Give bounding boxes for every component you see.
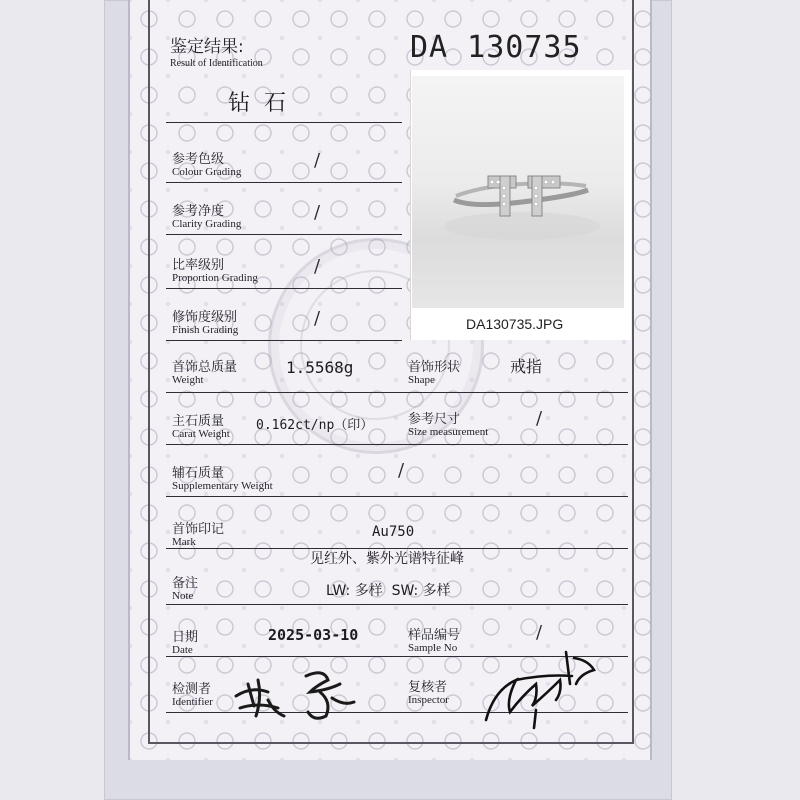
- divider: [166, 122, 402, 123]
- proportion-label-en: Proportion Grading: [172, 272, 258, 284]
- finish-value: /: [314, 308, 321, 329]
- size-value: /: [536, 408, 543, 429]
- clarity-label-zh: 参考净度: [172, 204, 225, 219]
- weight-label-zh: 首饰总质量: [172, 360, 238, 375]
- identifier-label-en: Identifier: [172, 696, 213, 708]
- result-label-en: Result of Identification: [170, 58, 263, 69]
- result-value: 钻 石: [228, 91, 286, 116]
- divider: [166, 444, 628, 445]
- carat-value: 0.162ct/np（印）: [256, 418, 374, 433]
- divider: [166, 496, 628, 497]
- colour-label-en: Colour Grading: [172, 166, 242, 178]
- date-label-en: Date: [172, 644, 193, 656]
- note-line-1: 见红外、紫外光谱特征峰: [310, 551, 464, 567]
- shape-label-en: Shape: [408, 374, 435, 386]
- ring-icon: [412, 76, 624, 308]
- inspector-label-zh: 复核者: [408, 680, 448, 695]
- carat-label-zh: 主石质量: [172, 414, 225, 429]
- clarity-label-en: Clarity Grading: [172, 218, 242, 230]
- weight-label-en: Weight: [172, 374, 204, 386]
- note-label-en: Note: [172, 590, 194, 602]
- certificate-number: DA 130735: [410, 30, 582, 65]
- finish-label-zh: 修饰度级别: [172, 310, 238, 325]
- carat-label-en: Carat Weight: [172, 428, 230, 440]
- shape-value: 戒指: [510, 357, 543, 376]
- divider: [166, 604, 628, 605]
- supplementary-label-zh: 辅石质量: [172, 466, 225, 481]
- supplementary-value: /: [398, 460, 405, 481]
- divider: [166, 392, 628, 393]
- identifier-label-zh: 检测者: [172, 682, 212, 697]
- colour-value: /: [314, 150, 321, 171]
- divider: [166, 288, 402, 289]
- result-label-zh: 鉴定结果:: [170, 37, 244, 57]
- colour-label-zh: 参考色级: [172, 152, 225, 167]
- divider: [166, 182, 402, 183]
- sample-value: /: [536, 622, 543, 643]
- note-label-zh: 备注: [172, 576, 199, 591]
- shape-label-zh: 首饰形状: [408, 360, 461, 375]
- clarity-value: /: [314, 202, 321, 223]
- identifier-signature: [228, 662, 378, 726]
- note-line-2: LW: 多样 SW: 多样: [326, 583, 451, 599]
- size-label-zh: 参考尺寸: [408, 412, 461, 427]
- proportion-label-zh: 比率级别: [172, 258, 225, 273]
- inspector-signature: [476, 640, 606, 730]
- sample-label-zh: 样品编号: [408, 628, 461, 643]
- mark-label-zh: 首饰印记: [172, 522, 225, 537]
- size-label-en: Size measurement: [408, 426, 489, 438]
- supplementary-label-en: Supplementary Weight: [172, 480, 273, 492]
- proportion-value: /: [314, 256, 321, 277]
- divider: [166, 340, 402, 341]
- finish-label-en: Finish Grading: [172, 324, 239, 336]
- date-value: 2025-03-10: [268, 626, 359, 644]
- inspector-label-en: Inspector: [408, 694, 449, 706]
- weight-value: 1.5568g: [286, 358, 354, 377]
- ring-photo: [412, 76, 624, 308]
- mark-value: Au750: [372, 524, 415, 540]
- divider: [166, 234, 402, 235]
- date-label-zh: 日期: [172, 630, 199, 645]
- photo-caption: DA130735.JPG: [466, 316, 564, 332]
- sample-label-en: Sample No: [408, 642, 458, 654]
- mark-label-en: Mark: [172, 536, 196, 548]
